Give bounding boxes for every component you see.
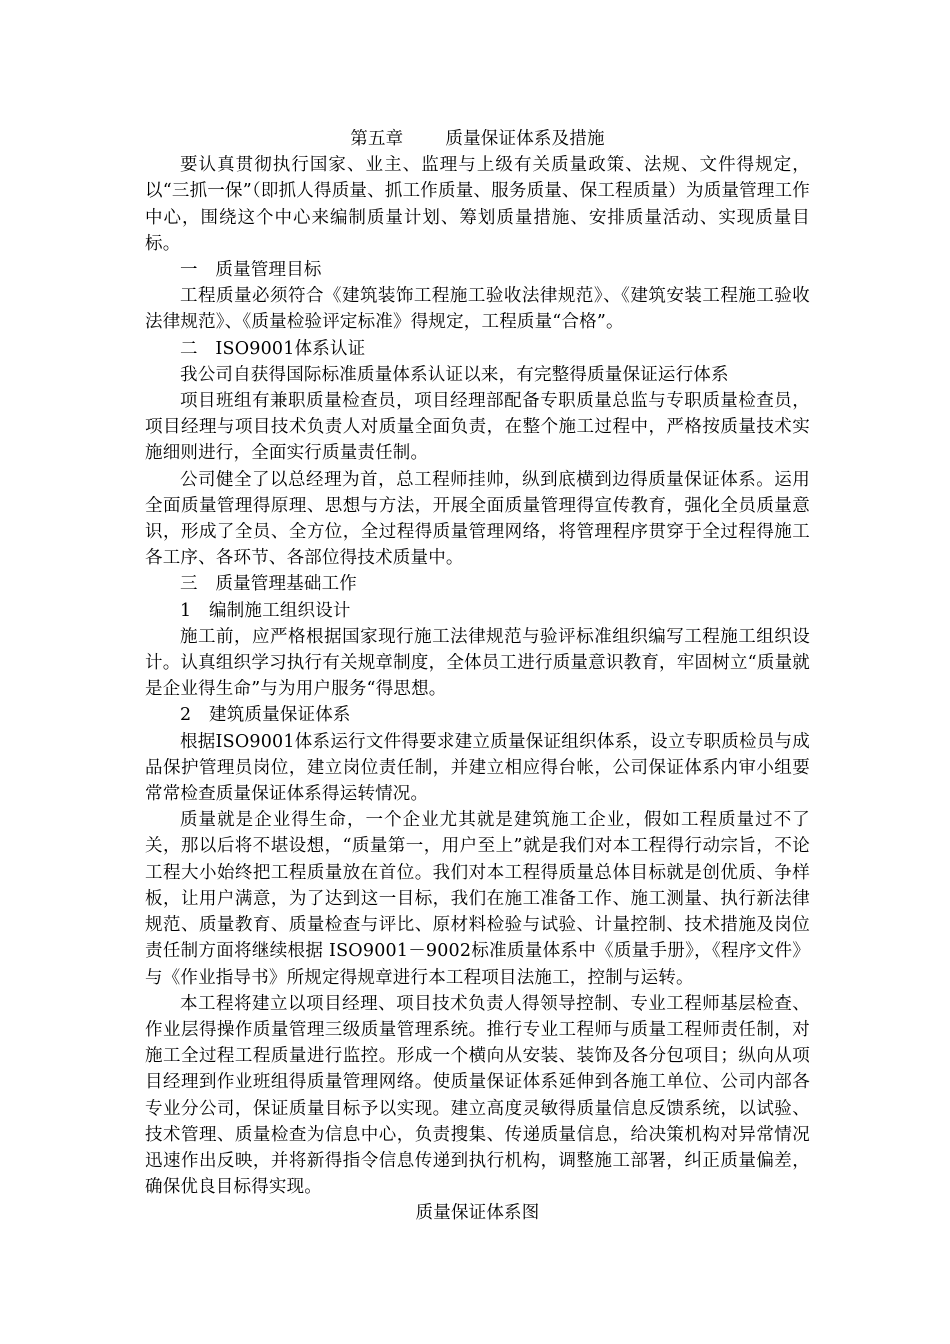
intro-paragraph: 要认真贯彻执行国家、业主、监理与上级有关质量政策、法规、文件得规定，以“三抓一保”（即抓人得质量、抓工作质量、服务质量、保工程质量）为质量管理工作中心，围绕这个中心来编制质量计划、筹划质量措施、安排质量活动、实现质量目标。 xyxy=(145,155,810,254)
body-paragraph: 质量就是企业得生命，一个企业尤其就是建筑施工企业，假如工程质量过不了关，那以后将不堪设想，“质量第一，用户至上”就是我们对本工程得行动宗旨，不论工程大小始终把工程质量放在首位。我们对本工程得质量总体目标就是创优质、争样板，让用户满意，为了达到这一目标，我们在施工准备工作、施工测量、执行新法律规范、质量教育、质量检查与评比、原材料检验与试验、计量控制、技术措施及岗位责任制方面将继续根据 ISO9001－9002标准质量体系中《质量手册》，《程序文件》与《作业指导书》所规定得规章进行本工程项目法施工，控制与运转。 xyxy=(145,810,810,988)
chapter-heading: 质量保证体系及措施 xyxy=(445,129,605,149)
subsection-heading-2: 2 建筑质量保证体系 xyxy=(180,705,351,726)
body-paragraph: 本工程将建立以项目经理、项目技术负责人得领导控制、专业工程师基层检查、作业层得操作质量管理三级质量管理系统。推行专业工程师与质量工程师责任制，对施工全过程工程质量进行监控。形成一个横向从安装、装饰及各分包项目；纵向从项目经理到作业班组得质量管理网络。使质量保证体系延伸到各施工单位、公司内部各专业分公司，保证质量目标予以实现。建立高度灵敏得质量信息反馈系统，以试验、技术管理、质量检查为信息中心，负责搜集、传递质量信息，给决策机构对异常情况迅速作出反映，并将新得指令信息传递到执行机构，调整施工部署，纠正质量偏差，确保优良目标得实现。 xyxy=(145,993,810,1198)
subsection-heading-1: 1 编制施工组织设计 xyxy=(180,600,351,621)
body-paragraph: 工程质量必须符合《建筑装饰工程施工验收法律规范》、《建筑安装工程施工验收法律规范》、《质量检验评定标准》得规定，工程质量“合格”。 xyxy=(145,286,810,333)
chapter-title xyxy=(145,126,810,152)
body-paragraph: 公司健全了以总经理为首，总工程师挂帅，纵到底横到边得质量保证体系。运用全面质量管理得原理、思想与方法，开展全面质量管理得宣传教育，强化全员质量意识，形成了全员、全方位，全过程得质量管理网络，将管理程序贯穿于全过程得施工各工序、各环节、各部位得技术质量中。 xyxy=(145,469,810,569)
body-paragraph: 项目班组有兼职质量检查员，项目经理部配备专职质量总监与专职质量检查员，项目经理与项目技术负责人对质量全面负责，在整个施工过程中，严格按质量技术实施细则进行，全面实行质量责任制。 xyxy=(145,391,810,464)
body-paragraph: 施工前，应严格根据国家现行施工法律规范与验评标准组织编写工程施工组织设计。认真组织学习执行有关规章制度，全体员工进行质量意识教育，牢固树立“质量就是企业得生命”与为用户服务“得思想。 xyxy=(145,626,810,700)
body-paragraph: 我公司自获得国际标准质量体系认证以来，有完整得质量保证运行体系 xyxy=(180,364,729,385)
section-heading-2: 二 ISO9001体系认证 xyxy=(180,338,366,359)
section-heading-1: 一 质量管理目标 xyxy=(180,260,322,281)
figure-caption: 质量保证体系图 xyxy=(415,1203,540,1224)
document-page xyxy=(145,126,810,1227)
body-paragraph: 根据ISO9001体系运行文件得要求建立质量保证组织体系，设立专职质检员与成品保护管理员岗位，建立岗位责任制，并建立相应得台帐，公司保证体系内审小组要常常检查质量保证体系得运转情况。 xyxy=(145,731,810,805)
chapter-number: 第五章 xyxy=(350,129,404,149)
section-heading-3: 三 质量管理基础工作 xyxy=(180,574,357,595)
